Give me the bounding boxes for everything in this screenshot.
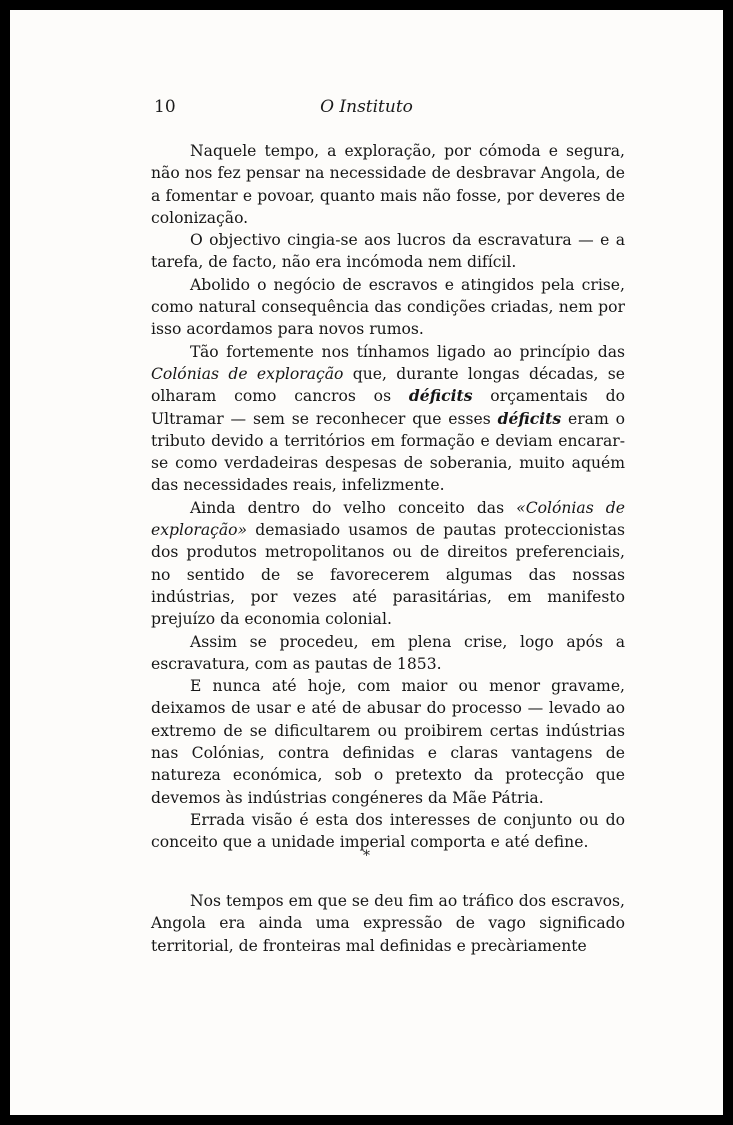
paragraph: Errada visão é esta dos interesses de conjunto ou do conceito que a unidade imperial comporta e até define.: [151, 810, 625, 852]
text-run: Ainda dentro do velho conceito das: [190, 498, 517, 517]
running-title: O Instituto: [320, 97, 413, 117]
page-header: [10, 97, 723, 121]
text-run: que, durante longas décadas, se olharam como cancros os: [151, 364, 625, 406]
section-separator: *: [363, 848, 370, 864]
book-page: [10, 10, 723, 1115]
paragraph: [151, 341, 625, 497]
paragraph: Assim se procedeu, em plena crise, logo após a escravatura, com as pautas de 1853.: [151, 632, 625, 673]
italic-term: déficits: [408, 386, 473, 406]
paragraph: O objectivo cingia-se aos lucros da escravatura — e a tarefa, de facto, não era incómoda nem difícil.: [151, 231, 625, 272]
page-number: 10: [154, 97, 176, 117]
paragraph: Nos tempos em que se deu fim ao tráfico dos escravos, Angola era ainda uma expressão de vago significado territorial, de fronteiras mal definidas e precàriamente: [151, 892, 625, 955]
text-run: orçamentais do Ultramar — sem se reconhecer que esses: [151, 387, 625, 428]
text-run: Tão fortemente nos tínhamos ligado ao princípio das: [190, 342, 625, 361]
italic-term: «Colónias de exploração»: [151, 498, 625, 540]
body-text-continued: [151, 890, 625, 957]
italic-term: déficits: [497, 408, 562, 428]
text-run: eram o tributo devido a territórios em formação e deviam encarar-se como verdadeiras despesas de soberania, muito aquém das necessidades reais, infelizmente.: [151, 409, 625, 495]
paragraph: [151, 497, 625, 631]
body-text: [151, 140, 625, 854]
text-run: demasiado usamos de pautas proteccionistas dos produtos metropolitanos ou de direitos preferenciais, no sentido de se favorecerem algumas das nossas indústrias, por vezes até parasitárias, em manifesto prejuízo da economia colonial.: [151, 521, 625, 629]
paragraph: Abolido o negócio de escravos e atingidos pela crise, como natural consequência das condições criadas, nem por isso acordamos para novos rumos.: [151, 275, 625, 339]
paragraph: E nunca até hoje, com maior ou menor gravame, deixamos de usar e até de abusar do processo — levado ao extremo de se dificultarem ou proibirem certas indústrias nas Colónias, contra definidas e claras vantagens de natureza económica, sob o pretexto da protecção que devemos às indústrias congéneres da Mãe Pátria.: [151, 677, 625, 807]
paragraph: Naquele tempo, a exploração, por cómoda e segura, não nos fez pensar na necessidade de desbravar Angola, de a fomentar e povoar, quanto mais não fosse, por deveres de colonização.: [151, 142, 625, 227]
italic-term: Colónias de exploração: [151, 364, 344, 383]
